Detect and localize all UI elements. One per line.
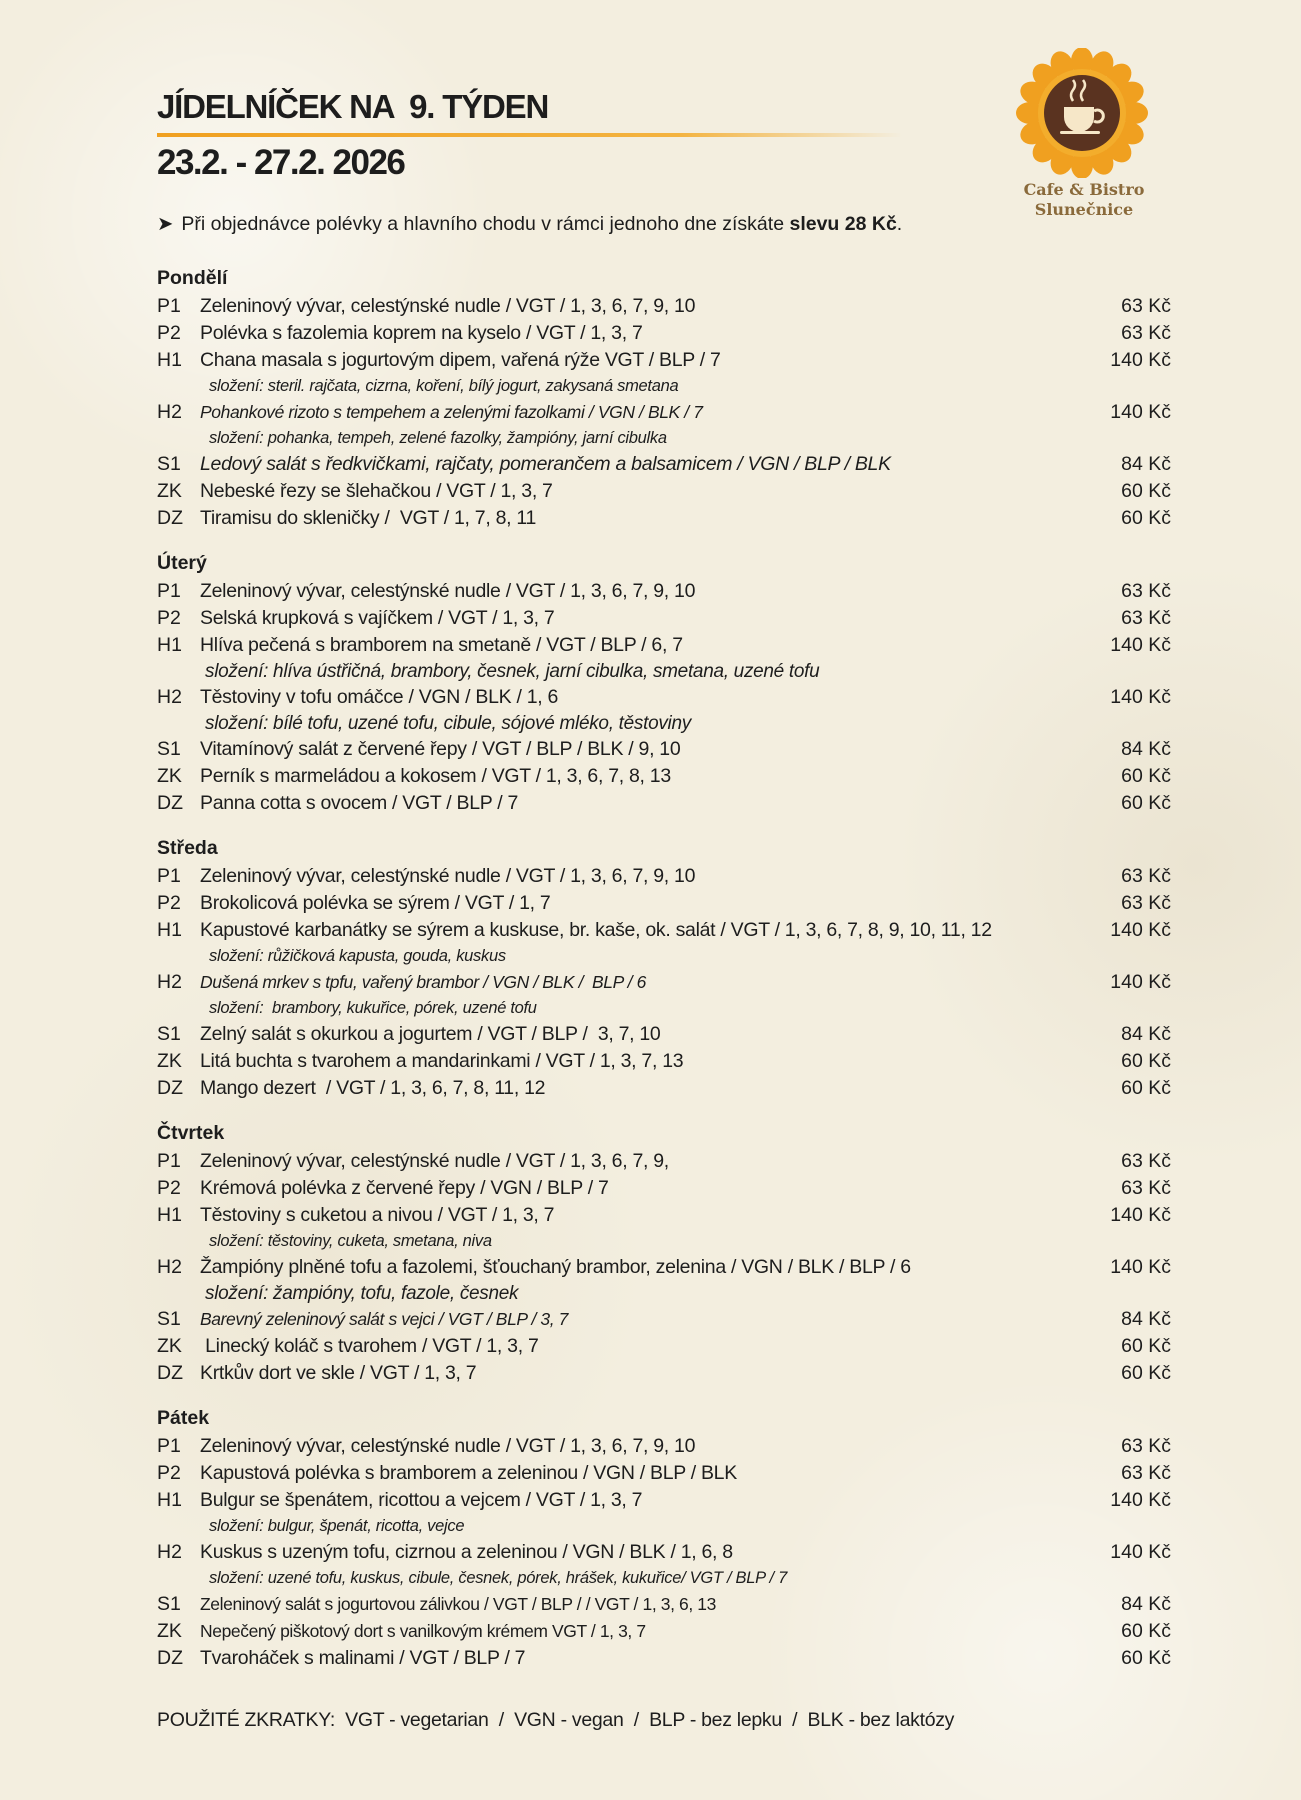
- item-code: H2: [157, 1541, 182, 1563]
- item-code: P2: [157, 1462, 181, 1484]
- menu-item: [157, 1618, 1171, 1645]
- item-price: 63 Kč: [1121, 892, 1171, 914]
- menu-item: [157, 917, 1171, 944]
- item-composition: složení: pohanka, tempeh, zelené fazolky, žampióny, jarní cibulka: [209, 429, 667, 447]
- item-name: Zeleninový vývar, celestýnské nudle / VGT / 1, 3, 6, 7, 9, 10: [200, 865, 696, 887]
- item-composition: složení: bílé tofu, uzené tofu, cibule, sójové mléko, těstoviny: [205, 713, 691, 734]
- discount-end: .: [896, 213, 903, 235]
- item-price: 63 Kč: [1121, 865, 1171, 887]
- item-price: 63 Kč: [1121, 1177, 1171, 1199]
- day-name: Pondělí: [157, 267, 228, 289]
- item-name: Zelný salát s okurkou a jogurtem / VGT / BLP / 3, 7, 10: [200, 1023, 661, 1045]
- menu-item: [157, 1202, 1171, 1229]
- item-name: Kapustová polévka s bramborem a zeleninou / VGN / BLP / BLK: [200, 1462, 737, 1484]
- item-composition: složení: hlíva ústřičná, brambory, česnek, jarní cibulka, smetana, uzené tofu: [205, 661, 820, 682]
- item-code: ZK: [157, 480, 182, 502]
- item-name: Tvarohá​ček s malinami / VGT / BLP / 7: [200, 1647, 526, 1669]
- menu-item: [157, 684, 1171, 711]
- menu-item: [157, 1333, 1171, 1360]
- title-underline: [157, 133, 902, 137]
- item-price: 63 Kč: [1121, 1435, 1171, 1457]
- item-code: P2: [157, 1177, 181, 1199]
- day-name: Pátek: [157, 1407, 210, 1429]
- item-price: 63 Kč: [1121, 295, 1171, 317]
- menu-item: [157, 1539, 1171, 1566]
- item-name: Zeleninový salát s jogurtovou zálivkou / VGT / BLP / / VGT / 1, 3, 6, 13: [200, 1594, 716, 1614]
- item-code: H1: [157, 1204, 182, 1226]
- item-code: H1: [157, 349, 182, 371]
- item-name: Zeleninový vývar, celestýnské nudle / VGT / 1, 3, 6, 7, 9,: [200, 1150, 669, 1172]
- item-name: Pohankové rizoto s tempehem a zelenými fazolkami / VGN / BLK / 7: [200, 402, 703, 422]
- item-price: 84 Kč: [1121, 453, 1171, 475]
- item-code: P1: [157, 295, 181, 317]
- item-code: ZK: [157, 765, 182, 787]
- item-price: 140 Kč: [1110, 349, 1171, 371]
- item-price: 140 Kč: [1110, 1489, 1171, 1511]
- item-price: 60 Kč: [1121, 1647, 1171, 1669]
- item-price: 140 Kč: [1110, 686, 1171, 708]
- logo-line-1: Cafe & Bistro: [1023, 180, 1145, 199]
- item-name: Brokolicová polévka se sýrem / VGT / 1, 7: [200, 892, 551, 914]
- menu-item: [157, 578, 1171, 605]
- day-name: Středa: [157, 837, 218, 859]
- item-name: Barevný zeleninový salát s vejci / VGT / BLP / 3, 7: [200, 1309, 569, 1329]
- item-name: Litá buchta s tvarohem a mandarinkami / VGT / 1, 3, 7, 13: [200, 1050, 684, 1072]
- item-name: Ledový salát s ředkvičkami, rajčaty, pomerančem a balsamicem / VGN / BLP / BLK: [200, 453, 891, 475]
- item-code: P2: [157, 322, 181, 344]
- item-code: S1: [157, 738, 181, 760]
- item-price: 140 Kč: [1110, 1204, 1171, 1226]
- item-name: Tiramisu do skleničky / VGT / 1, 7, 8, 11: [200, 507, 537, 529]
- item-code: P2: [157, 892, 181, 914]
- menu-item: [157, 1254, 1171, 1281]
- menu-item: [157, 863, 1171, 890]
- item-composition: složení: bulgur, špenát, ricotta, vejce: [209, 1517, 465, 1535]
- item-price: 140 Kč: [1110, 971, 1171, 993]
- item-code: H2: [157, 401, 182, 423]
- item-code: ZK: [157, 1620, 182, 1642]
- menu-item: [157, 1306, 1171, 1333]
- item-price: 63 Kč: [1121, 1150, 1171, 1172]
- page-title: JÍDELNÍČEK NA 9. TÝDEN: [157, 88, 549, 125]
- item-price: 84 Kč: [1121, 1308, 1171, 1330]
- menu-item: [157, 293, 1171, 320]
- menu-item: [157, 451, 1171, 478]
- week-dates: 23.2. - 27.2. 2026: [157, 143, 405, 182]
- item-name: Selská krupková s vajíčkem / VGT / 1, 3, 7: [200, 607, 555, 629]
- item-code: S1: [157, 1023, 181, 1045]
- item-code: H2: [157, 1256, 182, 1278]
- item-name: Perník s marmeládou a kokosem / VGT / 1, 3, 6, 7, 8, 13: [200, 765, 671, 787]
- item-price: 63 Kč: [1121, 580, 1171, 602]
- menu-item: [157, 399, 1171, 426]
- item-name: Dušená mrkev s tpfu, vařený brambor / VGN / BLK / BLP / 6: [200, 972, 646, 992]
- item-price: 60 Kč: [1121, 765, 1171, 787]
- item-name: Nebeské řezy se šlehačkou / VGT / 1, 3, 7: [200, 480, 553, 502]
- item-name: Polévka s fazolemia koprem na kyselo / VGT / 1, 3, 7: [200, 322, 643, 344]
- item-composition: složení: těstoviny, cuketa, smetana, niva: [209, 1232, 492, 1250]
- item-price: 60 Kč: [1121, 1620, 1171, 1642]
- item-composition: složení: uzené tofu, kuskus, cibule, česnek, pórek, hrášek, kukuřice/ VGT / BLP / 7: [209, 1569, 787, 1587]
- day-name: Čtvrtek: [157, 1122, 225, 1144]
- item-price: 60 Kč: [1121, 1077, 1171, 1099]
- item-code: P1: [157, 865, 181, 887]
- logo-text: [1012, 180, 1156, 220]
- item-composition: složení: steril. rajčata, cizrna, koření, bílý jogurt, zakysaná smetana: [209, 377, 679, 395]
- menu-item: [157, 505, 1171, 532]
- item-price: 60 Kč: [1121, 1050, 1171, 1072]
- menu-item: [157, 1175, 1171, 1202]
- item-price: 60 Kč: [1121, 1362, 1171, 1384]
- item-name: Zeleninový vývar, celestýnské nudle / VGT / 1, 3, 6, 7, 9, 10: [200, 580, 696, 602]
- item-code: H1: [157, 1489, 182, 1511]
- arrow-icon: ➤: [157, 213, 174, 235]
- item-price: 140 Kč: [1110, 401, 1171, 423]
- item-price: 60 Kč: [1121, 792, 1171, 814]
- item-code: DZ: [157, 792, 183, 814]
- menu-item: [157, 969, 1171, 996]
- menu-item: [157, 736, 1171, 763]
- item-price: 84 Kč: [1121, 1023, 1171, 1045]
- item-name: Krémová polévka z červené řepy / VGN / BLP / 7: [200, 1177, 609, 1199]
- item-code: H2: [157, 686, 182, 708]
- menu-item: [157, 1433, 1171, 1460]
- item-composition: složení: brambory, kukuřice, pórek, uzené tofu: [209, 999, 537, 1017]
- menu-item: [157, 1075, 1171, 1102]
- item-name: Linecký koláč s tvarohem / VGT / 1, 3, 7: [200, 1335, 539, 1357]
- item-price: 84 Kč: [1121, 738, 1171, 760]
- weekly-menu: [157, 263, 1171, 1688]
- item-code: H1: [157, 919, 182, 941]
- menu-item: [157, 347, 1171, 374]
- menu-item: [157, 1645, 1171, 1672]
- item-price: 140 Kč: [1110, 634, 1171, 656]
- item-price: 84 Kč: [1121, 1593, 1171, 1615]
- item-code: DZ: [157, 1647, 183, 1669]
- item-name: Bulgur se špenátem, ricottou a vejcem / VGT / 1, 3, 7: [200, 1489, 643, 1511]
- menu-item: [157, 1148, 1171, 1175]
- item-price: 60 Kč: [1121, 507, 1171, 529]
- menu-item: [157, 1460, 1171, 1487]
- item-name: Kapustové karbanátky se sýrem a kuskuse, br. kaše, ok. salát / VGT / 1, 3, 6, 7, 8, 9, 10, 11, 12: [200, 919, 992, 941]
- item-code: S1: [157, 453, 181, 475]
- discount-amount: slevu 28 Kč: [789, 213, 897, 235]
- item-code: S1: [157, 1593, 181, 1615]
- item-code: P1: [157, 580, 181, 602]
- menu-item: [157, 605, 1171, 632]
- item-code: P1: [157, 1435, 181, 1457]
- menu-item: [157, 890, 1171, 917]
- logo-line-2: Slunečnice: [1034, 200, 1134, 219]
- day-section: [157, 263, 1171, 532]
- menu-item: [157, 1487, 1171, 1514]
- item-name: Mango dezert / VGT / 1, 3, 6, 7, 8, 11, 12: [200, 1077, 546, 1099]
- item-price: 63 Kč: [1121, 607, 1171, 629]
- item-code: ZK: [157, 1050, 182, 1072]
- item-name: Kuskus s uzeným tofu, cizrnou a zeleninou / VGN / BLK / 1, 6, 8: [200, 1541, 733, 1563]
- item-price: 60 Kč: [1121, 1335, 1171, 1357]
- item-code: P1: [157, 1150, 181, 1172]
- item-code: S1: [157, 1308, 181, 1330]
- menu-item: [157, 1021, 1171, 1048]
- item-name: Těstoviny s cuketou a nivou / VGT / 1, 3, 7: [200, 1204, 555, 1226]
- item-name: Hlíva pečená s bramborem na smetaně / VGT / BLP / 6, 7: [200, 634, 683, 656]
- item-code: ZK: [157, 1335, 182, 1357]
- menu-item: [157, 632, 1171, 659]
- menu-item: [157, 1591, 1171, 1618]
- abbreviations-legend: POUŽITÉ ZKRATKY: VGT - vegetarian / VGN - vegan / BLP - bez lepku / BLK - bez laktózy: [157, 1709, 955, 1731]
- item-price: 140 Kč: [1110, 1256, 1171, 1278]
- item-composition: složení: růžičková kapusta, gouda, kuskus: [209, 947, 506, 965]
- item-name: Nepečený piškotový dort s vanilkovým krémem VGT / 1, 3, 7: [200, 1621, 646, 1641]
- item-code: H2: [157, 971, 182, 993]
- item-name: Panna cotta s ovocem / VGT / BLP / 7: [200, 792, 518, 814]
- menu-item: [157, 320, 1171, 347]
- discount-note: [157, 212, 902, 236]
- item-composition: složení: žampióny, tofu, fazole, česnek: [205, 1283, 519, 1304]
- day-section: [157, 548, 1171, 817]
- item-price: 63 Kč: [1121, 1462, 1171, 1484]
- item-code: DZ: [157, 1362, 183, 1384]
- menu-item: [157, 478, 1171, 505]
- item-name: Zeleninový vývar, celestýnské nudle / VGT / 1, 3, 6, 7, 9, 10: [200, 295, 696, 317]
- item-price: 60 Kč: [1121, 480, 1171, 502]
- menu-item: [157, 763, 1171, 790]
- item-name: Žampióny plněné tofu a fazolemi, šťouchaný brambor, zelenina / VGN / BLK / BLP / 6: [200, 1256, 911, 1278]
- item-name: Chana masala s jogurtovým dipem, vařená rýže VGT / BLP / 7: [200, 349, 721, 371]
- day-section: [157, 1118, 1171, 1387]
- menu-item: [157, 790, 1171, 817]
- item-name: Těstoviny v tofu omáčce / VGN / BLK / 1, 6: [200, 686, 559, 708]
- item-price: 140 Kč: [1110, 919, 1171, 941]
- day-name: Úterý: [157, 552, 207, 574]
- menu-item: [157, 1048, 1171, 1075]
- item-name: Krtkův dort ve skle / VGT / 1, 3, 7: [200, 1362, 477, 1384]
- coffee-cup-sunflower-icon: [1012, 48, 1152, 178]
- day-section: [157, 833, 1171, 1102]
- item-code: P2: [157, 607, 181, 629]
- menu-item: [157, 1360, 1171, 1387]
- day-section: [157, 1403, 1171, 1672]
- item-code: DZ: [157, 1077, 183, 1099]
- item-code: H1: [157, 634, 182, 656]
- item-price: 63 Kč: [1121, 322, 1171, 344]
- item-code: DZ: [157, 507, 183, 529]
- item-price: 140 Kč: [1110, 1541, 1171, 1563]
- item-name: Vitamínový salát z červené řepy / VGT / BLP / BLK / 9, 10: [200, 738, 681, 760]
- discount-text: Při objednávce polévky a hlavního chodu v rámci jednoho dne získáte: [181, 213, 790, 235]
- item-name: Zeleninový vývar, celestýnské nudle / VGT / 1, 3, 6, 7, 9, 10: [200, 1435, 696, 1457]
